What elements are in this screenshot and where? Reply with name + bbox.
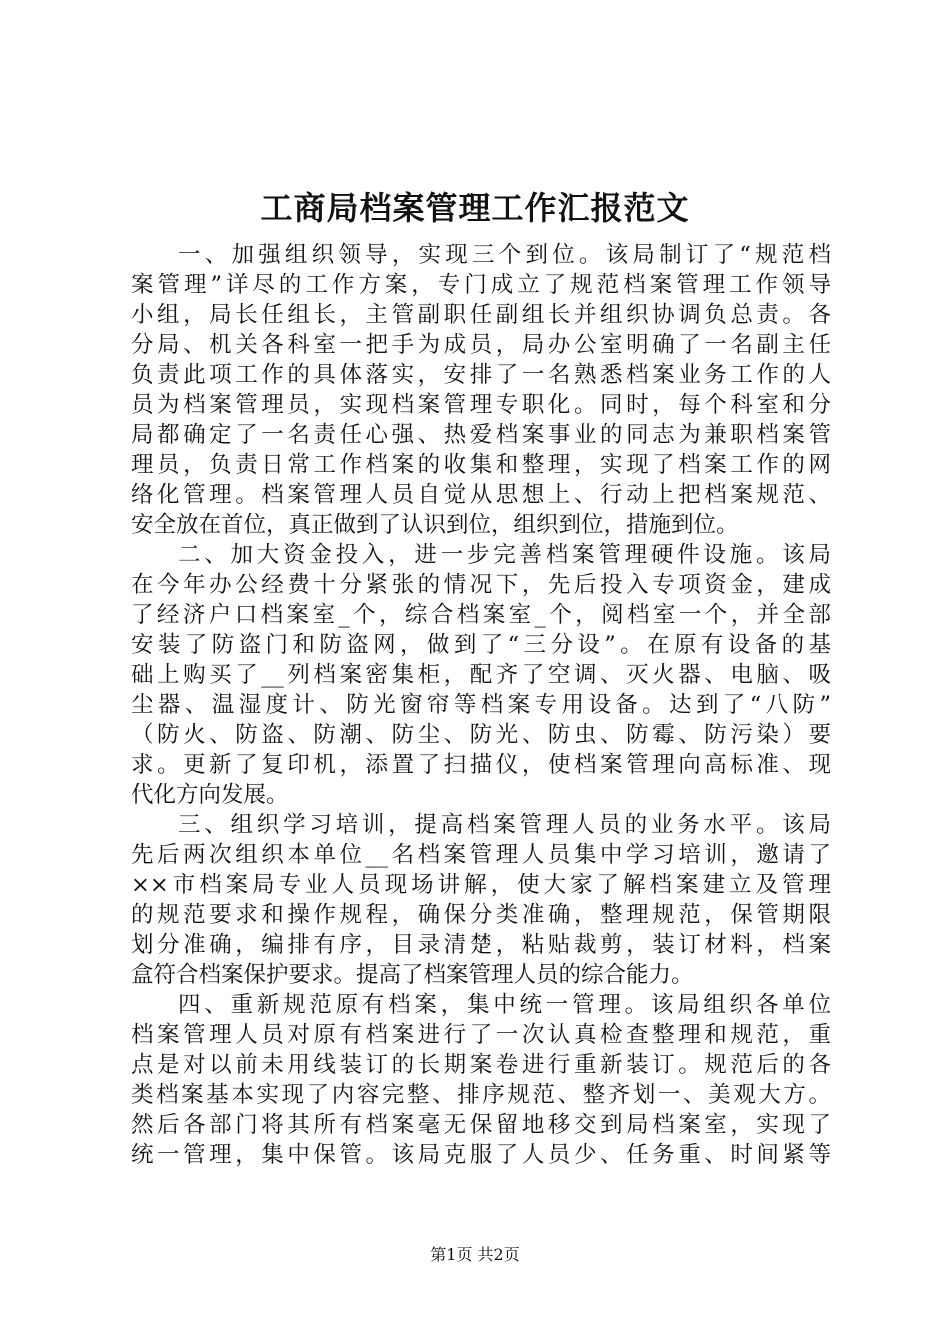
paragraph-1 — [131, 240, 831, 540]
paragraph-line: 四、重新规范原有档案，集中统一管理。该局组织各单位 — [178, 992, 831, 1018]
paragraph-line: 代化方向发展。 — [131, 782, 289, 808]
paragraph-line: 员为档案管理员，实现档案管理专职化。同时，每个科室和分 — [131, 392, 831, 418]
document-title: 工商局档案管理工作汇报范文 — [260, 189, 690, 227]
document-body — [131, 240, 831, 1170]
paragraph-line: 安全放在首位，真正做到了认识到位，组织到位，措施到位。 — [131, 512, 739, 538]
paragraph-line: 局都确定了一名责任心强、热爱档案事业的同志为兼职档案管 — [131, 422, 831, 448]
paragraph-line: （防火、防盗、防潮、防尘、防光、防虫、防霉、防污染）要 — [131, 722, 831, 748]
paragraph-line: 三、组织学习培训，提高档案管理人员的业务水平。该局 — [178, 812, 831, 838]
paragraph-line: 统一管理，集中保管。该局克服了人员少、任务重、时间紧等 — [131, 1142, 831, 1168]
paragraph-line: 划分准确，编排有序，目录清楚，粘贴裁剪，装订材料，档案 — [131, 932, 831, 958]
paragraph-line: 在今年办公经费十分紧张的情况下，先后投入专项资金，建成 — [131, 572, 831, 598]
paragraph-line: 先后两次组织本单位__名档案管理人员集中学习培训，邀请了 — [131, 842, 831, 868]
paragraph-line: 求。更新了复印机，添置了扫描仪，使档案管理向高标准、现 — [131, 752, 831, 778]
paragraph-line: 尘器、温湿度计、防光窗帘等档案专用设备。达到了“八防” — [131, 692, 831, 718]
paragraph-line: 了经济户口档案室_个，综合档案室_个，阅档室一个，并全部 — [131, 602, 831, 628]
paragraph-line: 络化管理。档案管理人员自觉从思想上、行动上把档案规范、 — [131, 482, 831, 508]
paragraph-line: 一、加强组织领导，实现三个到位。该局制订了“规范档 — [178, 242, 831, 268]
paragraph-line: 盒符合档案保护要求。提高了档案管理人员的综合能力。 — [131, 962, 694, 988]
paragraph-3 — [131, 810, 831, 990]
paragraph-2 — [131, 540, 831, 810]
paragraph-line: 分局、机关各科室一把手为成员，局办公室明确了一名副主任 — [131, 332, 831, 358]
paragraph-line: ××市档案局专业人员现场讲解，使大家了解档案建立及管理 — [131, 872, 831, 898]
paragraph-line: 小组，局长任组长，主管副职任副组长并组织协调负总责。各 — [131, 302, 831, 328]
paragraph-4 — [131, 990, 831, 1170]
paragraph-line: 然后各部门将其所有档案毫无保留地移交到局档案室，实现了 — [131, 1112, 831, 1138]
page-number-footer: 第1页 共2页 — [430, 1245, 520, 1264]
paragraph-line: 础上购买了__列档案密集柜，配齐了空调、灭火器、电脑、吸 — [131, 662, 831, 688]
paragraph-line: 案管理”详尽的工作方案，专门成立了规范档案管理工作领导 — [131, 272, 831, 298]
paragraph-line: 二、加大资金投入，进一步完善档案管理硬件设施。该局 — [178, 542, 831, 568]
paragraph-line: 档案管理人员对原有档案进行了一次认真检查整理和规范，重 — [131, 1022, 831, 1048]
paragraph-line: 类档案基本实现了内容完整、排序规范、整齐划一、美观大方。 — [131, 1082, 831, 1108]
paragraph-line: 负责此项工作的具体落实，安排了一名熟悉档案业务工作的人 — [131, 362, 831, 388]
paragraph-line: 的规范要求和操作规程，确保分类准确，整理规范，保管期限 — [131, 902, 831, 928]
paragraph-line: 点是对以前未用线装订的长期案卷进行重新装订。规范后的各 — [131, 1052, 831, 1078]
paragraph-line: 安装了防盗门和防盗网，做到了“三分设”。在原有设备的基 — [131, 632, 831, 658]
paragraph-line: 理员，负责日常工作档案的收集和整理，实现了档案工作的网 — [131, 452, 831, 478]
